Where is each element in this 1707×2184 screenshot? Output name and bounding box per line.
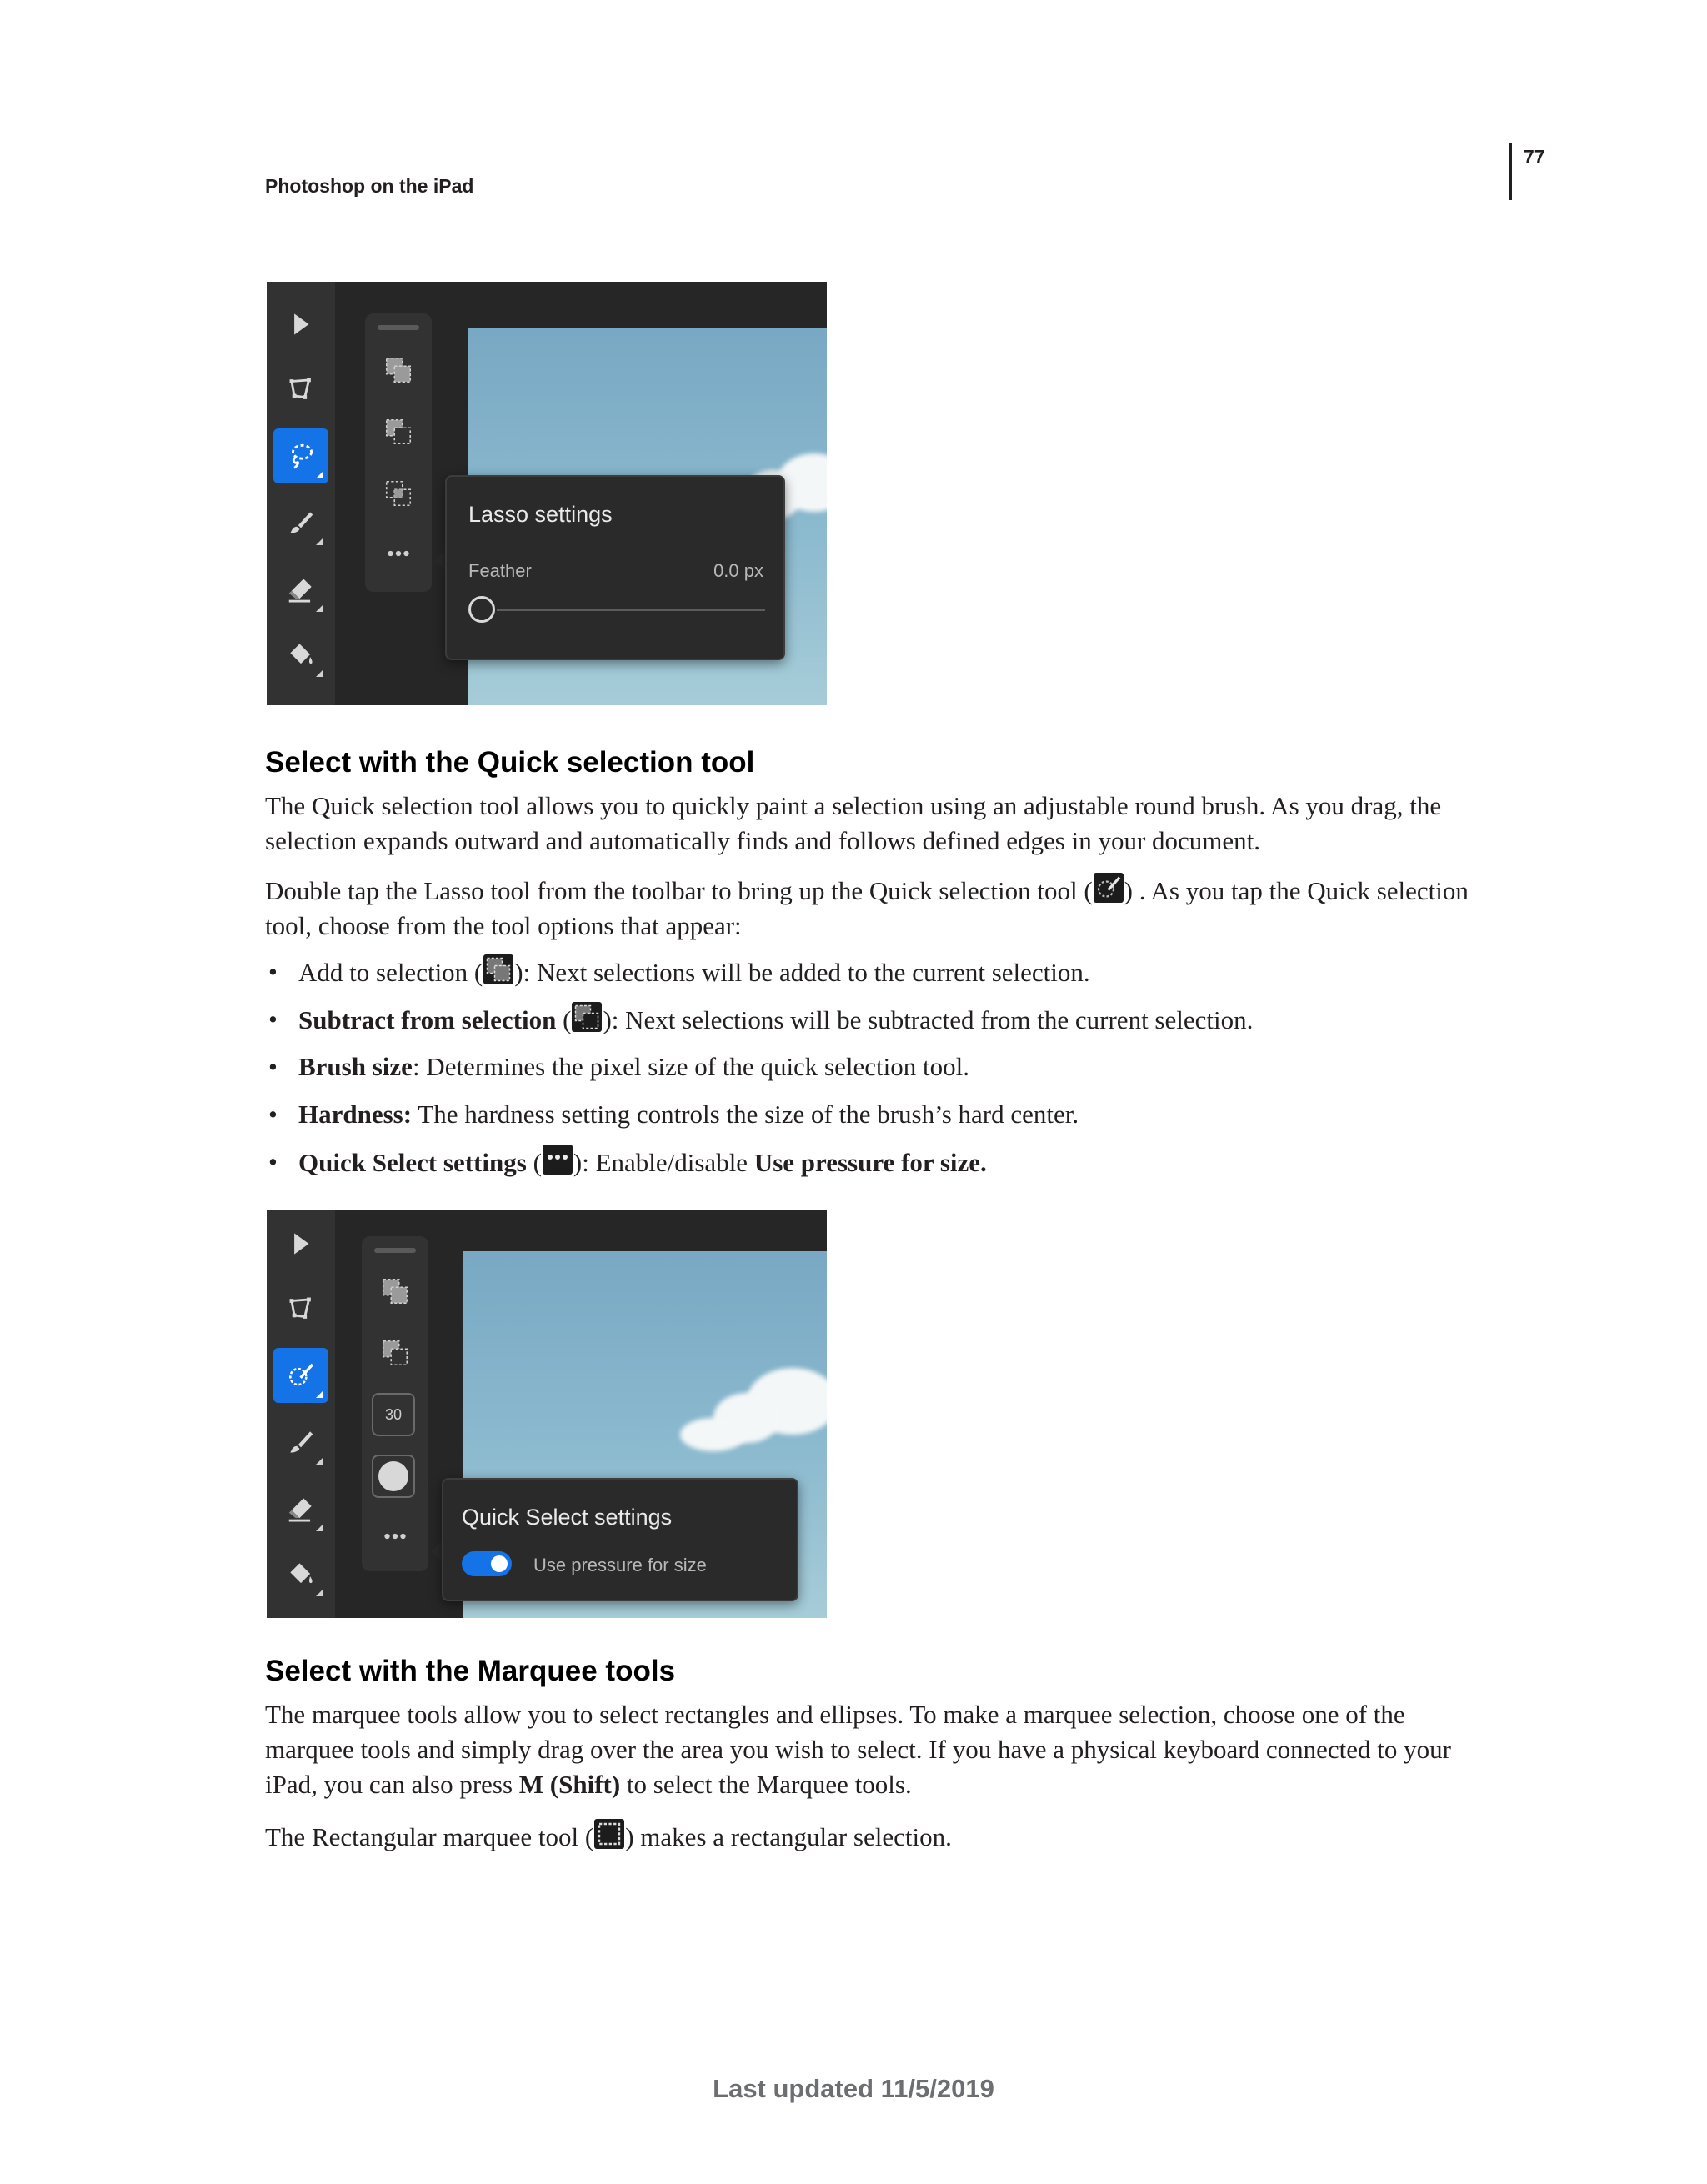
page-number-rule [1509,143,1512,200]
keyboard-shortcut: M (Shift) [518,1770,621,1799]
quick-selection-access-paragraph [265,873,1499,944]
para-text: to select the Marquee tools. [620,1770,912,1799]
feather-value: 0.0 px [713,560,763,581]
tool-group-indicator [316,669,323,677]
list-item-text: Add to selection ( [298,958,483,987]
feather-slider-track[interactable] [497,609,765,611]
rectangular-marquee-paragraph [265,1819,1499,1855]
list-item [265,1049,1499,1097]
para-text: The Rectangular marquee tool ( [265,1822,594,1851]
section-heading-quick-selection: Select with the Quick selection tool [265,746,755,779]
hardness-control[interactable] [372,1455,415,1498]
quick-selection-icon [285,1360,317,1391]
bullet: • [268,1052,278,1081]
list-item-text: ( [526,1148,542,1177]
list-item-term: Subtract from selection [298,1005,557,1034]
bullet: • [268,1004,278,1034]
brush-icon [285,507,317,538]
para-text: ) . As you tap the Quick selection tool, choose from the tool options that appear: [265,876,1469,940]
para-text: ) makes a rectangular selection. [625,1822,952,1851]
add-to-selection-icon [383,354,414,386]
bullet: • [268,1100,278,1129]
quick-selection-icon [1094,873,1124,903]
lasso-icon [285,440,317,472]
tool-group-indicator [316,1589,323,1596]
strip-grip [378,325,419,330]
subtract-from-selection-option[interactable] [377,410,420,453]
quick-selection-tool[interactable] [273,1348,328,1403]
add-to-selection-icon [379,1275,411,1307]
more-icon [379,1520,411,1552]
brush-tool[interactable] [273,1415,328,1470]
running-head: Photoshop on the iPad [265,175,474,197]
list-item-text: ): Enable/disable [573,1148,754,1177]
quick-select-settings-screenshot [267,1210,827,1618]
list-item-text: ): Next selections will be subtracted from the current selection. [603,1005,1254,1034]
more-icon [383,538,414,569]
popover-title: Lasso settings [468,502,613,527]
lasso-tool[interactable] [273,428,328,483]
lasso-settings-screenshot [267,282,827,705]
brush-tool[interactable] [273,495,328,550]
list-item-term: Hardness: [298,1100,413,1129]
add-to-selection-option[interactable] [377,348,420,392]
tool-group-indicator [316,1457,323,1465]
list-item [265,1097,1499,1145]
subtract-from-selection-icon [379,1337,411,1369]
tool-options-strip [362,1236,428,1571]
more-option[interactable] [377,532,420,575]
toolbar [267,1210,335,1618]
move-tool[interactable] [273,1216,328,1271]
fill-tool[interactable] [273,1546,328,1601]
eraser-tool[interactable] [273,562,328,617]
list-item-text: The hardness setting controls the size of the brush’s hard center. [412,1100,1079,1129]
list-item [265,1002,1499,1049]
section-heading-marquee: Select with the Marquee tools [265,1655,676,1687]
cloud [680,1418,747,1451]
fill-tool[interactable] [273,627,328,682]
brush-size-control[interactable]: 30 [372,1393,415,1436]
tool-group-indicator [316,471,323,478]
list-item-text: ): Next selections will be added to the current selection. [514,958,1090,987]
move-icon [285,1228,317,1260]
feather-slider-knob[interactable] [468,596,495,623]
move-icon [285,308,317,340]
tool-options-list [265,954,1499,1192]
bullet: • [268,957,278,986]
eraser-icon [285,574,317,605]
subtract-from-selection-icon [572,1002,602,1032]
fill-icon [285,1558,317,1590]
list-item-term: Brush size [298,1052,413,1081]
list-item-term: Quick Select settings [298,1148,527,1177]
strip-grip [374,1248,416,1253]
more-option[interactable] [373,1515,417,1558]
add-to-selection-option[interactable] [373,1270,417,1313]
move-tool[interactable] [273,297,328,352]
brush-icon [285,1426,317,1458]
list-item-text: : Determines the pixel size of the quick selection tool. [412,1052,969,1081]
fill-icon [285,639,317,670]
bullet: • [268,1147,278,1176]
list-item-term: Use pressure for size. [753,1148,987,1177]
subtract-from-selection-icon [383,416,414,448]
list-item-text: ( [556,1005,572,1034]
feather-label: Feather [468,560,532,581]
eraser-tool[interactable] [273,1481,328,1536]
para-text: The marquee tools allow you to select rectangles and ellipses. To make a marquee selection, choose one of the marquee tools and simply drag over the area you wish to select. If you have a physical keyboard connected to your iPad, you can also press [265,1700,1451,1799]
rectangular-marquee-icon [594,1819,624,1849]
tool-group-indicator [316,1524,323,1531]
tool-options-strip [365,313,432,592]
last-updated-footer: Last updated 11/5/2019 [713,2074,994,2103]
use-pressure-toggle[interactable] [462,1551,512,1576]
tool-group-indicator [316,604,323,612]
para-text: Double tap the Lasso tool from the toolbar to bring up the Quick selection tool ( [265,876,1093,905]
hardness-preview [378,1461,408,1491]
popover-title: Quick Select settings [462,1505,673,1530]
list-item [265,1145,1499,1192]
use-pressure-label: Use pressure for size [533,1555,707,1575]
more-icon [543,1145,573,1175]
list-item [265,954,1499,1002]
transform-icon [285,1293,317,1325]
eraser-icon [285,1493,317,1525]
tool-group-indicator [316,1390,323,1398]
transform-tool[interactable] [273,1281,328,1336]
toggle-knob [491,1555,508,1572]
quick-selection-intro-paragraph: The Quick selection tool allows you to quickly paint a selection using an adjustable round brush. As you drag, the selection expands outward and automatically finds and follows defined edges in your document. [265,791,1442,855]
intersect-selection-option[interactable] [377,472,420,515]
quick-select-settings-popover [442,1478,798,1601]
intersect-selection-icon [383,478,414,509]
page-number: 77 [1524,146,1545,168]
toolbar [267,282,335,705]
lasso-settings-popover [445,475,785,660]
add-to-selection-icon [483,954,513,984]
subtract-from-selection-option[interactable] [373,1331,417,1375]
transform-tool[interactable] [273,362,328,417]
transform-icon [285,373,317,405]
marquee-intro-paragraph [265,1697,1499,1802]
tool-group-indicator [316,538,323,545]
